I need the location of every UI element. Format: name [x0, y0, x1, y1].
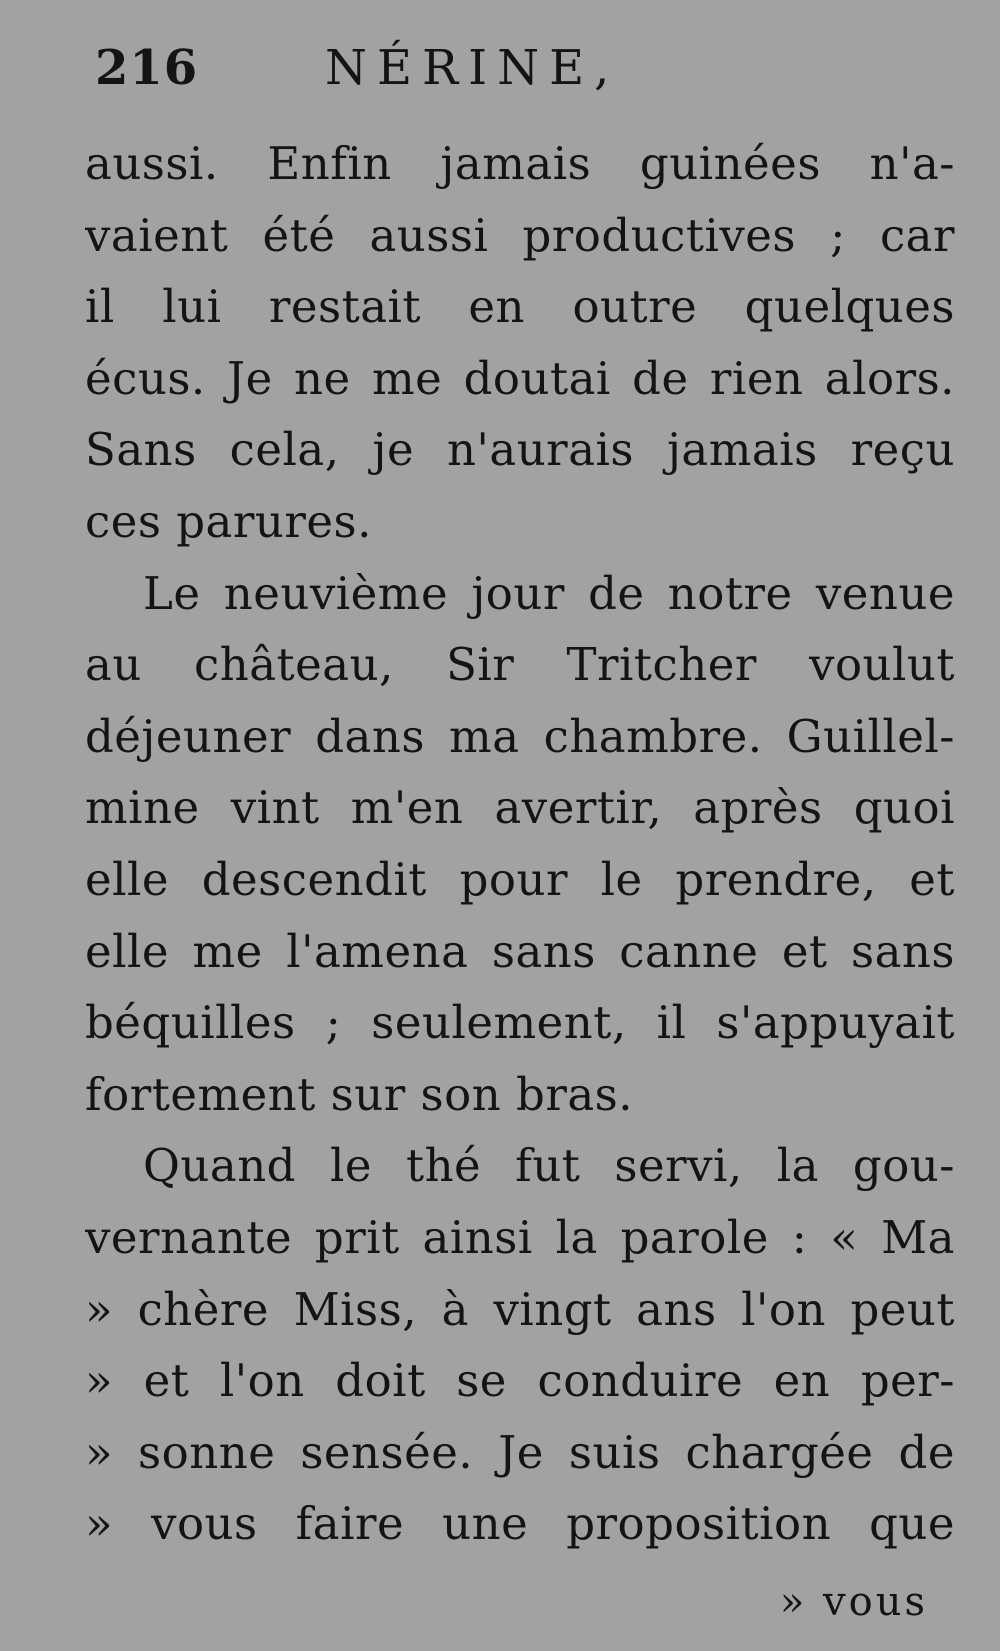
text-line: béquilles ; seulement, il s'appuyait — [85, 996, 955, 1050]
text-line: Sans cela, je n'aurais jamais reçu — [85, 423, 955, 477]
text-line: fortement sur son bras. — [85, 1067, 634, 1121]
text-line: écus. Je ne me doutai de rien alors. — [85, 351, 955, 405]
text-line: Le neuvième jour de notre venue — [143, 566, 955, 620]
text-line: » vous faire une proposition que — [85, 1497, 955, 1551]
text-line: » chère Miss, à vingt ans l'on peut — [85, 1282, 955, 1336]
text-line: mine vint m'en avertir, après quoi — [85, 781, 955, 835]
text-line: vaient été aussi productives ; car — [85, 208, 955, 262]
text-line: » et l'on doit se conduire en per- — [85, 1354, 955, 1408]
text-line: aussi. Enfin jamais guinées n'a- — [85, 137, 955, 190]
catchword: » vous — [779, 1579, 928, 1625]
text-line: Quand le thé fut servi, la gou- — [143, 1139, 955, 1193]
text-line: » sonne sensée. Je suis chargée de — [85, 1425, 955, 1479]
text-line: vernante prit ainsi la parole : « Ma — [85, 1210, 955, 1264]
text-line: déjeuner dans ma chambre. Guillel- — [85, 709, 955, 763]
text-line: ces parures. — [85, 494, 372, 548]
text-line: au château, Sir Tritcher voulut — [85, 638, 955, 692]
page-header — [95, 40, 955, 110]
text-line: elle me l'amena sans canne et sans — [85, 924, 955, 978]
body-text — [85, 128, 955, 1560]
page-number: 216 — [95, 40, 199, 96]
running-title: NÉRINE, — [325, 40, 620, 96]
text-line: elle descendit pour le prendre, et — [85, 852, 955, 906]
text-line: il lui restait en outre quelques — [85, 280, 955, 334]
